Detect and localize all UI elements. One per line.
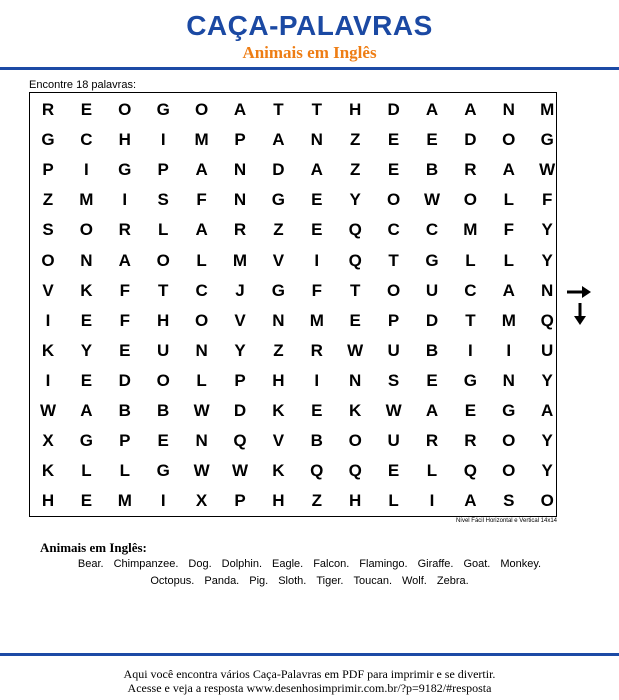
grid-cell: H <box>272 370 285 390</box>
grid-cell: E <box>426 370 438 390</box>
grid-cell: W <box>347 340 364 360</box>
word-list-item: Sloth. <box>278 575 307 587</box>
grid-cell: U <box>157 340 170 360</box>
grid-cell: P <box>234 491 246 511</box>
grid-cell: F <box>196 190 207 210</box>
grid-cell: Q <box>348 220 362 240</box>
grid-cell: N <box>541 280 554 300</box>
grid-cell: E <box>80 370 93 390</box>
grid-cell: Y <box>80 340 93 360</box>
grid-cell: H <box>272 491 285 511</box>
grid-cell: J <box>235 280 245 300</box>
grid-row <box>30 95 558 125</box>
grid-row <box>30 306 558 336</box>
grid-cell: O <box>79 220 93 240</box>
grid-cell: P <box>234 370 246 390</box>
word-list-item: Panda. <box>204 575 240 587</box>
grid-cell: I <box>122 190 128 210</box>
word-list-item: Tiger. <box>316 575 344 587</box>
grid-row <box>30 336 558 366</box>
grid-cell: E <box>311 401 323 420</box>
grid-cell: C <box>80 130 93 150</box>
grid-cell: W <box>539 160 556 180</box>
grid-cell: I <box>468 340 473 360</box>
grid-cell: A <box>310 160 323 180</box>
grid-cell: N <box>80 250 93 270</box>
grid-cell: A <box>464 491 477 511</box>
grid-cell: O <box>41 250 55 270</box>
grid-cell: V <box>272 250 285 270</box>
grid-cell: S <box>387 370 400 390</box>
grid-cell: W <box>39 401 57 420</box>
grid-cell: P <box>119 431 131 451</box>
grid-cell: M <box>463 220 478 240</box>
footer-divider <box>0 653 619 656</box>
page-subtitle: Animais em Inglês <box>242 43 377 62</box>
grid-cell: C <box>425 220 439 240</box>
grid-cell: Z <box>349 130 361 150</box>
grid-cell: V <box>42 280 54 300</box>
grid-cell: H <box>349 100 362 119</box>
grid-cell: T <box>311 100 322 119</box>
grid-cell: D <box>425 310 439 330</box>
grid-cell: E <box>157 431 169 451</box>
word-list-item: Dolphin. <box>221 558 262 570</box>
grid-cell: T <box>273 100 284 119</box>
grid-cell: L <box>81 461 92 481</box>
grid-cell: I <box>314 370 320 390</box>
grid-cell: W <box>193 401 210 420</box>
grid-cell: E <box>349 310 361 330</box>
grid-row <box>30 155 558 185</box>
grid-cell: G <box>271 280 285 300</box>
grid-cell: U <box>425 280 439 300</box>
grid-cell: W <box>193 461 210 481</box>
grid-cell: A <box>502 160 515 180</box>
grid-cell: N <box>233 190 247 210</box>
grid-cell: N <box>349 370 362 390</box>
grid-cell: D <box>118 370 131 390</box>
grid-cell: A <box>502 280 515 300</box>
grid-cell: I <box>84 160 89 180</box>
word-list-item: Wolf. <box>402 575 427 587</box>
grid-cell: O <box>463 190 477 210</box>
grid-cell: M <box>194 130 209 150</box>
word-list-item: Zebra. <box>436 575 469 587</box>
grid-cell: G <box>156 461 170 481</box>
grid-cell: E <box>387 461 400 481</box>
grid-cell: Y <box>541 431 553 451</box>
grid-cell: Y <box>234 340 246 360</box>
grid-cell: Q <box>348 461 362 481</box>
grid-cell: H <box>349 491 362 511</box>
grid-cell: U <box>541 340 554 360</box>
grid-cell: E <box>80 100 93 119</box>
grid-cell: N <box>272 310 285 330</box>
grid-cell: A <box>272 130 285 150</box>
grid-cell: E <box>426 130 438 150</box>
grid-cell: N <box>195 340 208 360</box>
grid-cell: Z <box>42 190 54 210</box>
grid-cell: K <box>80 280 93 300</box>
grid-cell: B <box>118 401 131 420</box>
grid-cell: M <box>540 100 555 119</box>
grid-cell: K <box>41 461 55 481</box>
page-title: CAÇA-PALAVRAS <box>186 10 433 41</box>
grid-cell: D <box>233 401 247 420</box>
grid-cell: G <box>540 130 554 150</box>
grid-cell: Q <box>463 461 477 481</box>
grid-cell: I <box>160 491 166 511</box>
grid-cell: E <box>119 340 131 360</box>
word-list-item: Octopus. <box>150 575 195 587</box>
grid-cell: O <box>540 491 554 511</box>
word-list-line-1 <box>0 558 619 570</box>
grid-cell: R <box>464 160 477 180</box>
grid-row <box>30 396 558 426</box>
grid-cell: Q <box>310 461 324 481</box>
grid-cell: M <box>79 190 94 210</box>
footer-line-2: Acesse e veja a resposta www.desenhosimprimir.com.br/?p=9182/#resposta <box>127 681 492 695</box>
grid-cell: M <box>232 250 248 270</box>
word-list-item: Dog. <box>188 558 212 570</box>
grid-cell: R <box>425 431 439 451</box>
grid-cell: E <box>387 130 400 150</box>
instruction-text: Encontre 18 palavras: <box>29 79 137 91</box>
grid-cell: L <box>426 461 438 481</box>
word-list-item: Toucan. <box>353 575 392 587</box>
grid-cell: W <box>231 461 249 481</box>
grid-cell: L <box>465 250 476 270</box>
grid-cell: U <box>387 340 400 360</box>
grid-cell: K <box>272 461 285 481</box>
grid-cell: I <box>160 130 166 150</box>
grid-cell: T <box>465 310 476 330</box>
grid-cell: G <box>41 130 55 150</box>
grid-cell: I <box>429 491 435 511</box>
grid-cell: K <box>272 401 285 420</box>
grid-cell: B <box>310 431 323 451</box>
grid-cell: Q <box>540 310 554 330</box>
grid-cell: E <box>464 401 477 420</box>
grid-row <box>30 125 558 155</box>
grid-cell: C <box>195 280 208 300</box>
grid-cell: Q <box>348 250 362 270</box>
grid-cell: A <box>195 220 208 240</box>
grid-cell: T <box>157 280 169 300</box>
grid-cell: Y <box>541 461 553 481</box>
grid-cell: B <box>157 401 170 420</box>
grid-cell: B <box>425 160 439 180</box>
grid-cell: E <box>387 160 400 180</box>
grid-cell: K <box>349 401 362 420</box>
grid-cell: B <box>425 340 439 360</box>
grid-cell: L <box>503 250 514 270</box>
word-list-item: Pig. <box>249 575 269 587</box>
grid-cell: O <box>348 431 362 451</box>
grid-row <box>30 276 558 306</box>
grid-cell: Z <box>273 340 284 360</box>
grid-cell: O <box>194 310 209 330</box>
grid-cell: O <box>118 100 132 119</box>
footer-line-1: Aqui você encontra vários Caça-Palavras em PDF para imprimir e se divertir. <box>123 667 496 681</box>
grid-cell: Y <box>541 370 553 390</box>
grid-cell: F <box>119 310 130 330</box>
grid-cell: R <box>118 220 131 240</box>
grid-cell: R <box>310 340 323 360</box>
grid-cell: H <box>118 130 131 150</box>
header-divider <box>0 67 619 70</box>
grid-cell: G <box>502 401 516 420</box>
grid-cell: A <box>195 160 208 180</box>
grid-cell: I <box>314 250 320 270</box>
word-list-title: Animais em Inglês: <box>40 540 147 555</box>
grid-cell: O <box>194 100 209 119</box>
grid-cell: A <box>425 401 439 420</box>
grid-cell: G <box>79 431 93 451</box>
grid-cell: Y <box>541 250 553 270</box>
grid-cell: R <box>41 100 55 119</box>
grid-cell: N <box>502 370 515 390</box>
word-search-grid <box>29 92 557 517</box>
grid-cell: R <box>464 431 477 451</box>
grid-cell: N <box>310 130 323 150</box>
word-list-item: Falcon. <box>313 558 350 570</box>
grid-cell: N <box>233 160 247 180</box>
grid-cell: W <box>423 190 441 210</box>
grid-row <box>30 215 558 245</box>
level-note: Nível Fácil Horizontal e Vertical 14x14 <box>455 518 557 524</box>
grid-row <box>30 456 558 486</box>
grid-cell: X <box>195 491 208 511</box>
grid-cell: X <box>42 431 54 451</box>
grid-cell: F <box>311 280 322 300</box>
grid-cell: R <box>233 220 247 240</box>
word-list-item: Monkey. <box>500 558 542 570</box>
grid-cell: A <box>233 100 247 119</box>
grid-cell: Y <box>349 190 361 210</box>
grid-cell: T <box>388 250 399 270</box>
grid-row <box>30 486 558 516</box>
grid-cell: V <box>234 310 246 330</box>
grid-cell: Y <box>541 220 553 240</box>
arrow-right-icon <box>566 284 592 300</box>
grid-row <box>30 246 558 276</box>
grid-cell: M <box>501 310 516 330</box>
grid-cell: W <box>385 401 402 420</box>
grid-cell: E <box>80 491 93 511</box>
grid-cell: A <box>464 100 477 119</box>
grid-cell: C <box>387 220 400 240</box>
grid-cell: A <box>80 401 93 420</box>
grid-cell: F <box>541 190 553 210</box>
grid-cell: G <box>271 190 285 210</box>
word-list-line-2 <box>0 575 619 587</box>
grid-cell: G <box>425 250 439 270</box>
grid-cell: U <box>387 431 400 451</box>
grid-cell: I <box>45 370 51 390</box>
grid-cell: E <box>311 220 323 240</box>
grid-cell: O <box>156 370 170 390</box>
word-list-item: Bear. <box>77 558 104 570</box>
grid-cell: F <box>119 280 130 300</box>
grid-cell: H <box>157 310 170 330</box>
grid-cell: Z <box>311 491 322 511</box>
grid-cell: M <box>309 310 324 330</box>
grid-cell: Q <box>233 431 247 451</box>
grid-cell: P <box>42 160 54 180</box>
grid-cell: I <box>506 340 512 360</box>
grid-cell: G <box>463 370 477 390</box>
grid-cell: G <box>118 160 132 180</box>
grid-cell: O <box>502 130 516 150</box>
grid-cell: P <box>234 130 246 150</box>
grid-cell: I <box>45 310 51 330</box>
grid-cell: L <box>157 220 169 240</box>
grid-cell: P <box>387 310 400 330</box>
grid-cell: N <box>195 431 208 451</box>
grid-cell: L <box>196 370 207 390</box>
grid-row <box>30 366 558 396</box>
grid-cell: O <box>502 461 516 481</box>
grid-cell: O <box>156 250 170 270</box>
grid-cell: G <box>156 100 170 119</box>
word-list-item: Eagle. <box>272 558 304 570</box>
grid-cell: N <box>502 100 515 119</box>
grid-cell: Z <box>349 160 361 180</box>
grid-cell: A <box>425 100 439 119</box>
grid-cell: L <box>503 190 514 210</box>
grid-cell: A <box>541 401 554 420</box>
grid-cell: T <box>349 280 361 300</box>
word-list-item: Giraffe. <box>417 558 454 570</box>
grid-cell: H <box>41 491 55 511</box>
grid-cell: P <box>157 160 169 180</box>
grid-cell: S <box>42 220 54 240</box>
grid-cell: M <box>117 491 132 511</box>
arrow-down-icon <box>572 302 588 326</box>
grid-row <box>30 426 558 456</box>
grid-cell: D <box>387 100 400 119</box>
word-list-item: Flamingo. <box>359 558 408 570</box>
grid-cell: V <box>272 431 285 451</box>
grid-cell: D <box>272 160 285 180</box>
grid-cell: E <box>80 310 93 330</box>
grid-cell: A <box>118 250 131 270</box>
grid-cell: D <box>464 130 477 150</box>
grid-cell: C <box>464 280 477 300</box>
grid-cell: S <box>157 190 169 210</box>
word-list-item: Goat. <box>463 558 491 570</box>
grid-cell: L <box>388 491 399 511</box>
grid-cell: Z <box>273 220 284 240</box>
grid-row <box>30 185 558 215</box>
grid-cell: O <box>386 280 401 300</box>
grid-cell: K <box>41 340 55 360</box>
grid-cell: O <box>502 431 516 451</box>
word-list-item: Chimpanzee. <box>113 558 179 570</box>
grid-cell: O <box>386 190 401 210</box>
grid-cell: L <box>196 250 207 270</box>
grid-cell: F <box>503 220 514 240</box>
grid-cell: L <box>119 461 130 481</box>
grid-cell: S <box>503 491 515 511</box>
grid-cell: E <box>311 190 323 210</box>
